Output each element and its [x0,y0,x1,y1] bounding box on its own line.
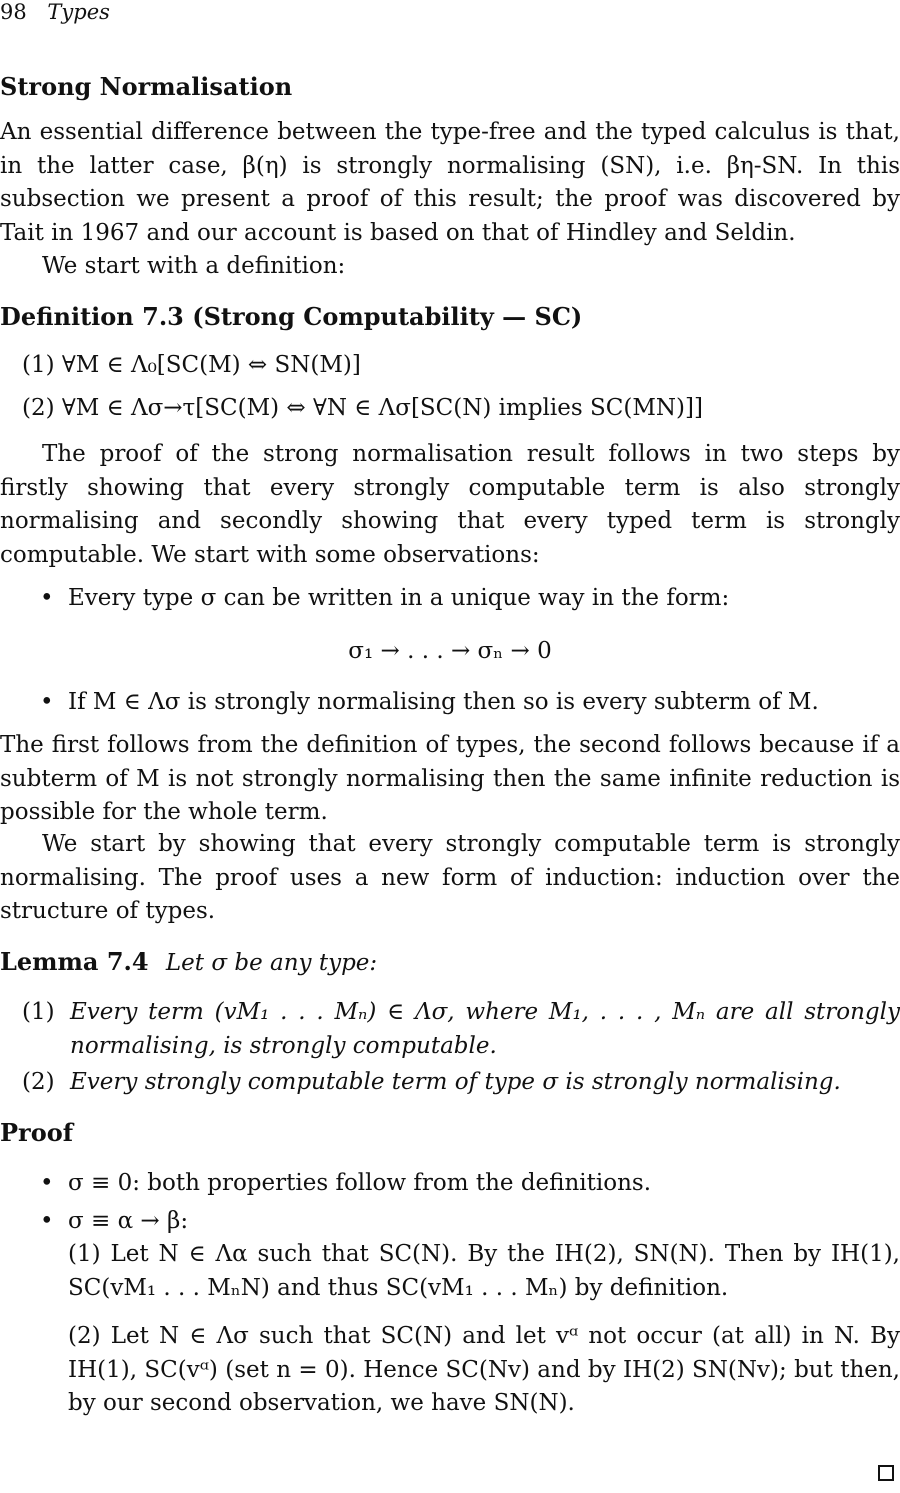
observations-explanation: The first follows from the definition of types, the second follows because if a subterm of M is not strongly normalising then the same infinite reduction is possible for the whole term. [0,732,900,825]
observation-1-text: Every type σ can be written in a unique way in the form: [68,585,730,611]
definition-title: Definition 7.3 (Strong Computability — SC) [0,302,583,331]
observation-1 [40,582,900,616]
proof-plan-paragraph: The proof of the strong normalisation result follows in two steps by firstly showing that every strongly computable term is also strongly normalising and secondly showing that every typed term is strongly computable. We start with some observations: [0,441,900,568]
proof-case-2-part-1: (1) Let N ∈ Λα such that SC(N). By the IH(2), SN(N). Then by IH(1), SC(vM₁ . . . MₙN) and thus SC(vM₁ . . . Mₙ) by definition. [68,1241,900,1301]
intro-paragraph: An essential difference between the type-free and the typed calculus is that, in the latter case, β(η) is strongly normalising (SN), i.e. βη-SN. In this subsection we present a proof of this result; the proof was discovered by Tait in 1967 and our account is based on that of Hindley and Seldin. [0,119,900,246]
lemma-item-2-text: Every strongly computable term of type σ is strongly normalising. [70,1069,841,1095]
observation-2-text: If M ∈ Λσ is strongly normalising then so is every subterm of M. [68,689,819,715]
bullet-icon: • [40,1208,54,1234]
lemma-item-1 [22,996,900,1063]
lemma-statement: Let σ be any type: [165,950,378,976]
observation-2 [40,686,900,720]
section-title: Strong Normalisation [0,72,293,101]
bullet-icon: • [40,585,54,611]
lemma-item-2 [22,1066,900,1100]
definition-item-2: (2) ∀M ∈ Λσ→τ[SC(M) ⇔ ∀N ∈ Λσ[SC(N) implies SC(MN)]] [22,395,703,421]
proof-case-2-part-2: (2) Let N ∈ Λσ such that SC(N) and let vᵅ not occur (at all) in N. By IH(1), SC(vᵅ) (set n = 0). Hence SC(Nv) and by IH(2) SN(Nv); but then, by our second observation, we have SN(N). [68,1323,900,1416]
proof-case-1 [40,1167,900,1201]
proof-title: Proof [0,1118,74,1147]
lemma-heading [0,945,900,981]
running-title: Types [47,0,110,24]
lemma-item-2-number: (2) [22,1069,55,1095]
bullet-icon: • [40,1170,54,1196]
qed-square-icon [878,1465,894,1481]
bullet-icon: • [40,689,54,715]
induction-paragraph: We start by showing that every strongly computable term is strongly normalising. The proof uses a new form of induction: induction over the structure of types. [0,831,900,924]
proof-case-1-text: σ ≡ 0: both properties follow from the definitions. [68,1170,652,1196]
proof-case-2 [40,1205,900,1239]
lemma-item-1-number: (1) [22,999,55,1025]
running-header [0,0,110,30]
type-form-formula: σ₁ → . . . → σₙ → 0 [348,638,552,664]
proof-case-2-head: σ ≡ α → β: [68,1208,189,1234]
lemma-label: Lemma 7.4 [0,947,149,976]
definition-item-1: (1) ∀M ∈ Λ₀[SC(M) ⇔ SN(M)] [22,352,361,378]
lemma-item-1-text: Every term (vM₁ . . . Mₙ) ∈ Λσ, where M₁, . . . , Mₙ are all strongly normalising, is strongly computable. [70,999,900,1059]
page-number: 98 [0,0,27,24]
intro-definition-lead: We start with a definition: [42,253,346,279]
